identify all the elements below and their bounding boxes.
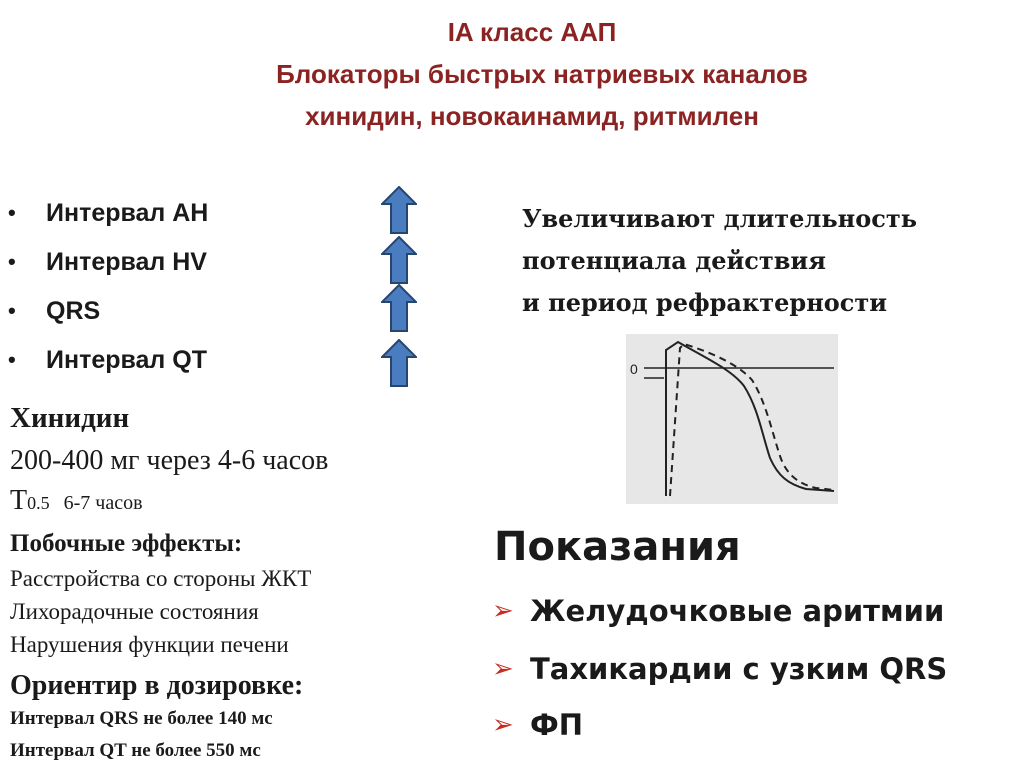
action-potential-chart bbox=[626, 334, 838, 504]
ap-curve-drug bbox=[670, 344, 834, 496]
indication-label: Тахикардии с узким QRS bbox=[530, 652, 948, 686]
indications-title: Показания bbox=[494, 524, 741, 570]
side-effect-item: Расстройства со стороны ЖКТ bbox=[10, 566, 312, 591]
half-life-symbol: T bbox=[10, 485, 28, 516]
list-item bbox=[8, 188, 208, 237]
chevron-right-icon: ➢ bbox=[492, 710, 514, 740]
slide-title: IA класс ААП bbox=[447, 17, 617, 47]
drug-dose: 200-400 мг через 4-6 часов bbox=[10, 445, 329, 476]
up-arrow-icon bbox=[381, 339, 417, 387]
param-label: QRS bbox=[46, 296, 101, 325]
effect-line: и период рефрактерности bbox=[522, 288, 888, 317]
param-label: Интервал HV bbox=[46, 247, 207, 276]
half-life bbox=[10, 485, 143, 517]
effect-line: потенциала действия bbox=[522, 246, 826, 275]
up-arrow-icon bbox=[381, 186, 417, 234]
list-item bbox=[8, 286, 208, 335]
list-item bbox=[8, 335, 208, 384]
ap-curve-baseline bbox=[666, 342, 834, 496]
drug-list-title: хинидин, новокаинамид, ритмилен bbox=[305, 101, 759, 131]
up-arrow-icon bbox=[381, 284, 417, 332]
param-label: Интервал QT bbox=[46, 345, 207, 374]
indication-item bbox=[492, 708, 583, 742]
half-life-subscript: 0.5 bbox=[27, 493, 50, 513]
bullet-icon: • bbox=[8, 346, 16, 372]
effect-description bbox=[522, 198, 1002, 324]
y-tick-label: 0 bbox=[630, 361, 638, 377]
side-effect-item: Нарушения функции печени bbox=[10, 632, 289, 657]
bullet-icon: • bbox=[8, 199, 16, 225]
chevron-right-icon: ➢ bbox=[492, 596, 514, 626]
half-life-value: 6-7 часов bbox=[63, 492, 143, 514]
slide-subtitle: Блокаторы быстрых натриевых каналов bbox=[276, 59, 808, 89]
list-item bbox=[8, 237, 208, 286]
indication-label: ФП bbox=[530, 708, 584, 742]
dosing-guide-item: Интервал QRS не более 140 мс bbox=[10, 708, 273, 729]
dosing-guide-item: Интервал QT не более 550 мс bbox=[10, 740, 261, 761]
drug-name: Хинидин bbox=[10, 402, 130, 434]
side-effect-item: Лихорадочные состояния bbox=[10, 599, 259, 624]
param-label: Интервал АН bbox=[46, 198, 209, 227]
bullet-icon: • bbox=[8, 248, 16, 274]
indication-label: Желудочковые аритмии bbox=[530, 594, 945, 628]
dosing-guide-title: Ориентир в дозировке: bbox=[10, 670, 304, 701]
indication-item bbox=[492, 594, 944, 628]
side-effects-title: Побочные эффекты: bbox=[10, 530, 243, 557]
chevron-right-icon: ➢ bbox=[492, 654, 514, 684]
effect-line: Увеличивают длительность bbox=[522, 204, 917, 233]
ecg-parameter-list bbox=[8, 188, 208, 384]
up-arrow-icon bbox=[381, 236, 417, 284]
bullet-icon: • bbox=[8, 297, 16, 323]
indication-item bbox=[492, 652, 947, 686]
